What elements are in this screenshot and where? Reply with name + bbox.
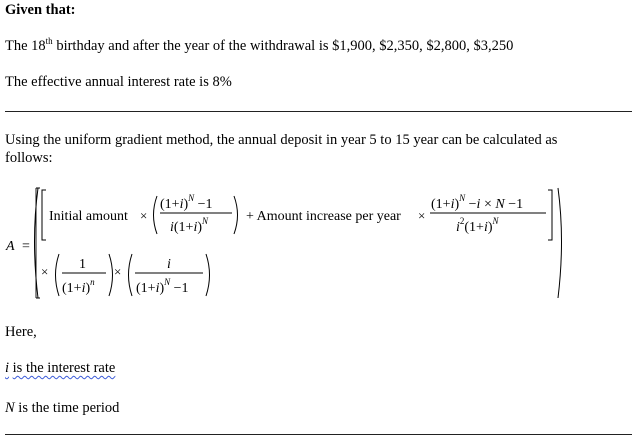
outer-right-paren — [558, 188, 562, 298]
frac2-numerator: $(1+i)^N -i \times N -1$ — [431, 193, 524, 212]
given-heading: Given that: — [5, 2, 76, 18]
method-intro-line1: Using the uniform gradient method, the annual deposit in year 5 to 15 year can be calculated as — [5, 132, 558, 148]
method-intro-line2: follows: — [5, 150, 53, 166]
definition-i: i is the interest rate — [5, 360, 116, 376]
frac1-numerator: $(1+i)^N -1$ — [160, 193, 213, 212]
given-line-withdrawals: The 18th birthday and after the year of the withdrawal is $1,900, $2,350, $2,800, $3,250 — [5, 36, 514, 54]
formula-lhs-A: A — [6, 239, 15, 254]
frac4-denominator: $(1+i)^N -1$ — [136, 277, 189, 296]
term-amount-increase: + Amount increase per year — [246, 209, 401, 224]
uniform-gradient-formula — [0, 180, 643, 305]
definition-n: N is the time period — [5, 400, 120, 416]
svg-text:×: × — [140, 208, 148, 223]
here-label: Here, — [5, 324, 37, 340]
frac3-denominator: $(1+i)^n$ — [62, 277, 95, 296]
svg-text:×: × — [41, 264, 49, 279]
term-initial-amount: Initial amount — [49, 209, 128, 224]
frac1-denominator: $i(1+i)^N$ — [170, 216, 209, 235]
symbol-N: N — [5, 400, 15, 416]
frac4-numerator: i — [167, 257, 171, 272]
row1-right-bracket — [548, 190, 552, 240]
divider-bottom — [5, 434, 632, 435]
given-line-interest: The effective annual interest rate is 8% — [5, 74, 232, 90]
divider-top — [5, 111, 632, 112]
frac2-denominator: $i^2(1+i)^N$ — [456, 216, 499, 235]
svg-text:×: × — [114, 264, 122, 279]
formula-equals: = — [22, 239, 30, 254]
row1-left-bracket — [42, 190, 46, 240]
svg-text:×: × — [418, 208, 426, 223]
frac3-numerator: 1 — [79, 257, 86, 272]
symbol-i: i — [5, 360, 10, 376]
